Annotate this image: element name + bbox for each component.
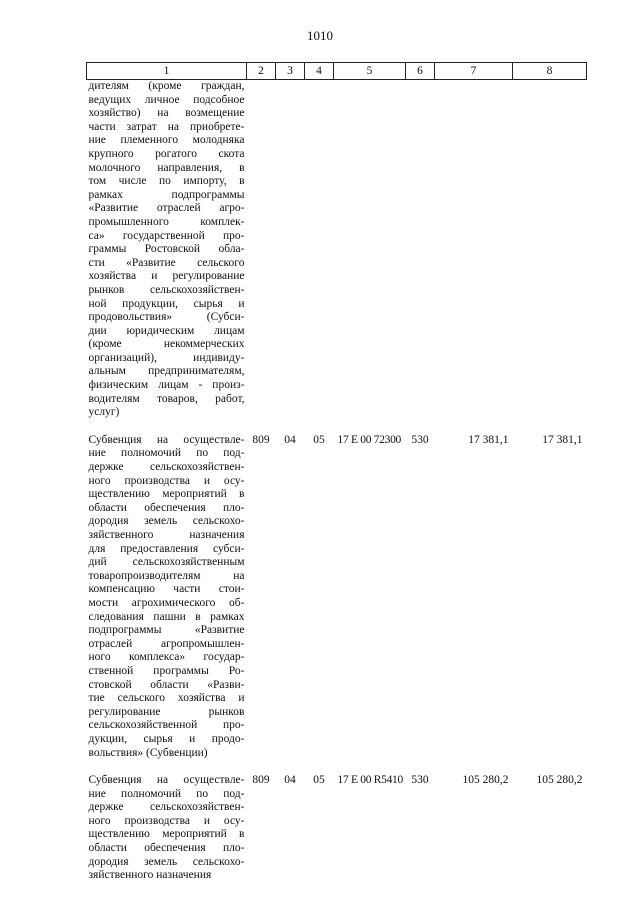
budget-table <box>86 62 587 883</box>
row-description <box>87 434 247 760</box>
description-line: держке сельскохозяйствен- <box>88 801 245 814</box>
description-line: «Развитие отраслей агро- <box>88 202 245 215</box>
page-number: 1010 <box>307 28 333 43</box>
description-line: ведущих личное подсобное <box>88 93 245 106</box>
description-line: рынков сельскохозяйствен- <box>88 283 245 296</box>
description-line: компенсацию части стои- <box>88 583 245 596</box>
amount-col7: 105 280,2 <box>462 774 509 787</box>
description-line: ние племенного молодняка <box>88 134 245 147</box>
description-line: следования пашни в рамках <box>88 610 245 623</box>
subsection-code: 05 <box>313 774 325 787</box>
description-line: продовольствия» (Субси- <box>88 311 245 324</box>
table-row <box>87 774 587 883</box>
table-row <box>87 434 587 760</box>
description-line: области обеспечения пло- <box>88 842 245 855</box>
description-line: крупного рогатого скота <box>88 147 245 160</box>
ministry-code <box>247 80 276 420</box>
description-line: дии юридическим лицам <box>88 324 245 337</box>
table-row <box>87 80 587 420</box>
description-line: для предоставления субси- <box>88 542 245 555</box>
description-line: подпрограммы «Развитие <box>88 624 245 637</box>
description-line: услуг) <box>88 406 120 419</box>
description-line: (кроме некоммерческих <box>88 338 245 351</box>
header-cell: 4 <box>305 63 334 80</box>
row-description <box>87 774 247 883</box>
description-line: зяйственного назначения <box>88 869 212 882</box>
row-spacer <box>87 420 587 434</box>
amount-col7 <box>435 80 513 420</box>
row-description <box>87 80 247 420</box>
description-line: дителям (кроме граждан, <box>88 80 245 92</box>
description-line: физическим лицам - произ- <box>88 379 245 392</box>
description-line: молочного направления, в <box>88 161 245 174</box>
description-line: товаропроизводителям на <box>88 569 245 582</box>
section-code: 04 <box>284 433 296 446</box>
amount-col8: 17 381,1 <box>542 433 583 446</box>
target-article-code <box>334 80 406 420</box>
description-line: области обеспечения пло- <box>88 501 245 514</box>
description-line: Субвенция на осуществле- <box>88 774 245 787</box>
header-cell: 1 <box>87 63 247 80</box>
description-line: том числе по импорту, в <box>88 175 245 188</box>
spacer-cell <box>87 760 587 774</box>
description-line: дукции, сырья и продо- <box>88 732 245 745</box>
row-spacer <box>87 760 587 774</box>
description-line: Субвенция на осуществле- <box>88 433 245 446</box>
description-line: хозяйство) на возмещение <box>88 107 245 120</box>
subsection-code <box>305 80 334 420</box>
expense-type-code <box>406 80 435 420</box>
subsection-code: 05 <box>313 433 325 446</box>
description-line: ного производства и осу- <box>88 814 245 827</box>
amount-col8 <box>513 80 587 420</box>
description-line: сти «Развитие сельского <box>88 256 245 269</box>
description-line: стовской области «Разви- <box>88 678 245 691</box>
spacer-cell <box>87 420 587 434</box>
amount-col8: 105 280,2 <box>536 774 583 787</box>
description-line: тие сельского хозяйства и <box>88 692 245 705</box>
description-line: рамках подпрограммы <box>88 188 245 201</box>
target-article-code: 17 Е 00 R5410 <box>337 774 403 787</box>
header-cell: 3 <box>276 63 305 80</box>
description-line: ние полномочий по под- <box>88 447 245 460</box>
section-code: 04 <box>284 774 296 787</box>
description-line: зяйственного назначения <box>88 529 245 541</box>
description-line: ной продукции, сырья и <box>88 297 245 310</box>
header-cell: 7 <box>435 63 513 80</box>
description-line: части затрат на приобрете- <box>88 120 245 133</box>
description-line: альным предпринимателям, <box>88 365 245 378</box>
description-line: граммы Ростовской обла- <box>88 243 245 256</box>
section-code <box>276 80 305 420</box>
target-article-code: 17 Е 00 72300 <box>337 433 401 446</box>
amount-col7: 17 381,1 <box>468 433 509 446</box>
description-line: ние полномочий по под- <box>88 787 245 800</box>
description-line: водителям товаров, работ, <box>88 392 245 405</box>
description-line: мости агрохимического об- <box>88 596 245 609</box>
description-line: отраслей агропромышлен- <box>88 637 245 650</box>
description-line: дородия земель сельскохо- <box>88 855 245 868</box>
header-cell: 5 <box>334 63 406 80</box>
description-line: ществлению мероприятий в <box>88 828 245 841</box>
header-cell: 8 <box>513 63 587 80</box>
expense-type-code: 530 <box>411 433 429 446</box>
header-row <box>87 63 587 80</box>
description-line: дий сельскохозяйственным <box>88 556 245 569</box>
description-line: держке сельскохозяйствен- <box>88 461 245 474</box>
ministry-code: 809 <box>252 433 270 446</box>
description-line: са» государственной про- <box>88 229 245 242</box>
description-line: ного производства и осу- <box>88 474 245 487</box>
description-line: вольствия» (Субвенции) <box>88 746 208 759</box>
description-line: сельскохозяйственной про- <box>88 719 245 732</box>
description-line: ного комплекса» государ- <box>88 651 245 664</box>
description-line: ществлению мероприятий в <box>88 488 245 501</box>
description-line: промышленного комплек- <box>88 215 245 228</box>
description-line: хозяйства и регулирование <box>88 270 245 283</box>
description-line: регулирование рынков <box>88 705 245 718</box>
description-line: организаций), индивиду- <box>88 351 245 364</box>
description-line: дородия земель сельскохо- <box>88 515 245 528</box>
header-cell: 2 <box>247 63 276 80</box>
ministry-code: 809 <box>252 774 270 787</box>
header-cell: 6 <box>406 63 435 80</box>
description-line: ственной программы Ро- <box>88 664 245 677</box>
expense-type-code: 530 <box>411 774 429 787</box>
